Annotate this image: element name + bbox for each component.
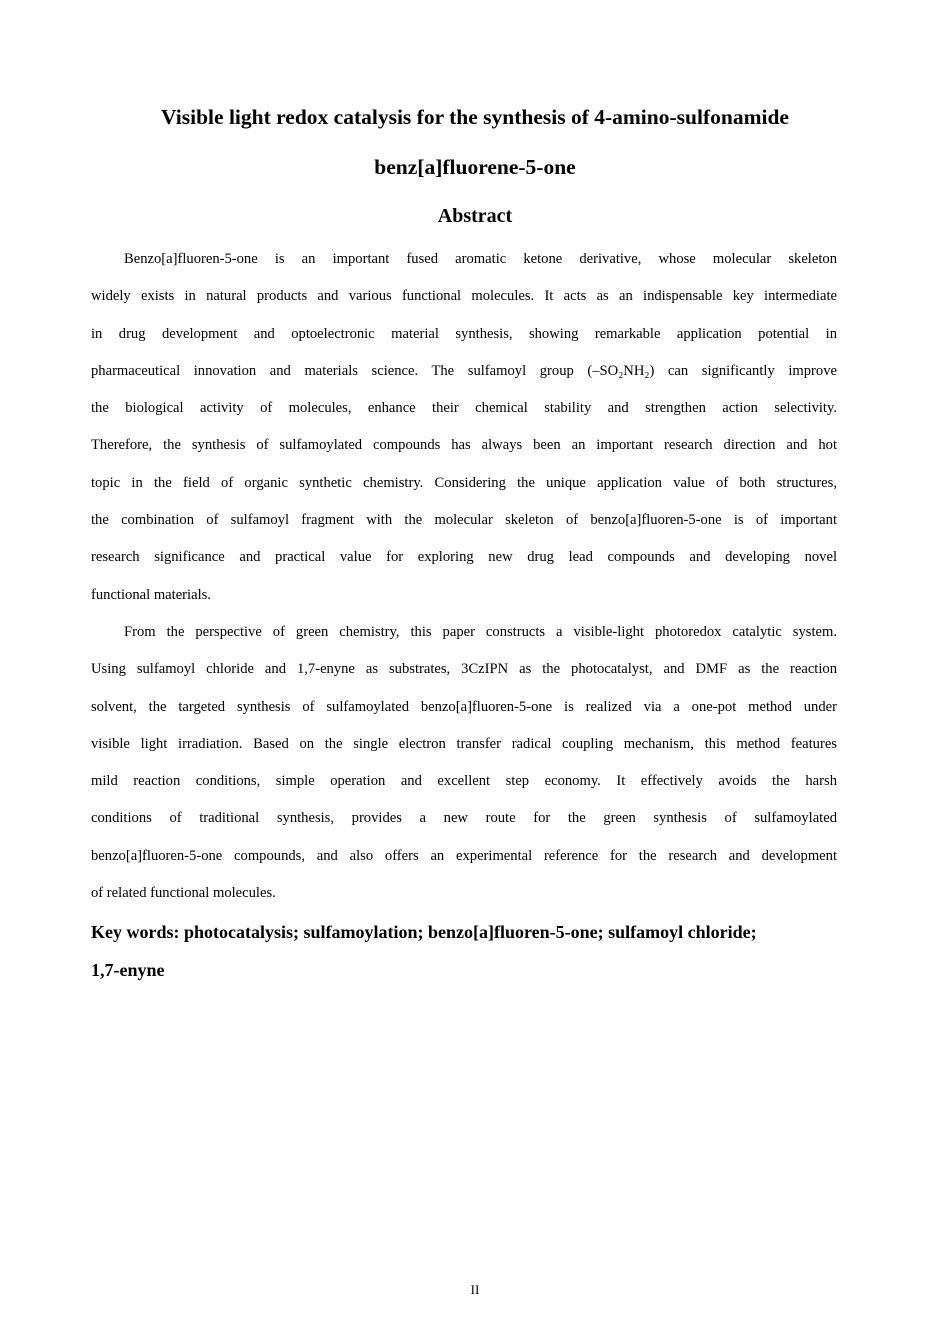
paragraph-line: mild reaction conditions, simple operation and excellent step economy. It effectively avoids the harsh [91,773,837,790]
paragraph-line: of related functional molecules. [91,885,276,902]
paragraph-line: From the perspective of green chemistry, this paper constructs a visible-light photoredox catalytic system. [124,624,837,640]
abstract-paragraph-1 [91,241,837,614]
paragraph-line: the biological activity of molecules, enhance their chemical stability and strengthen action selectivity. [91,400,837,417]
paragraph-line: functional materials. [91,586,211,603]
paragraph-line: widely exists in natural products and various functional molecules. It acts as an indispensable key intermediate [91,288,837,305]
page-number: II [470,1282,480,1297]
paragraph-line: visible light irradiation. Based on the single electron transfer radical coupling mechanism, this method features [91,735,837,752]
paragraph-line: research significance and practical value for exploring new drug lead compounds and developing novel [91,549,837,566]
keywords-section [91,913,837,989]
paper-title-line-1: Visible light redox catalysis for the synthesis of 4-amino-sulfonamide [161,105,789,129]
keywords-line-1: Key words: photocatalysis; sulfamoylation; benzo[a]fluoren-5-one; sulfamoyl chloride; [91,922,757,942]
paragraph-line: topic in the field of organic synthetic chemistry. Considering the unique application value of both structures, [91,474,837,491]
paper-title-line-2: benz[a]fluorene-5-one [374,155,576,179]
paragraph-line: Therefore, the synthesis of sulfamoylated compounds has always been an important research direction and hot [91,437,837,454]
abstract-paragraph-2 [91,614,837,912]
keywords-line-2: 1,7-enyne [91,960,165,980]
abstract-heading: Abstract [437,205,513,227]
paragraph-line: the combination of sulfamoyl fragment with the molecular skeleton of benzo[a]fluoren-5-one is of important [91,512,837,529]
paragraph-line: in drug development and optoelectronic material synthesis, showing remarkable application potential in [91,325,837,342]
paragraph-line: benzo[a]fluoren-5-one compounds, and also offers an experimental reference for the research and development [91,847,837,864]
paragraph-line: Benzo[a]fluoren-5-one is an important fused aromatic ketone derivative, whose molecular skeleton [124,251,837,267]
paragraph-line: pharmaceutical innovation and materials science. The sulfamoyl group (–SO₂NH₂) can significantly improve [91,362,837,379]
paragraph-line: Using sulfamoyl chloride and 1,7-enyne as substrates, 3CzIPN as the photocatalyst, and DMF as the reaction [91,661,837,678]
paragraph-line: conditions of traditional synthesis, provides a new route for the green synthesis of sulfamoylated [91,810,837,827]
paragraph-line: solvent, the targeted synthesis of sulfamoylated benzo[a]fluoren-5-one is realized via a one-pot method under [91,698,837,715]
